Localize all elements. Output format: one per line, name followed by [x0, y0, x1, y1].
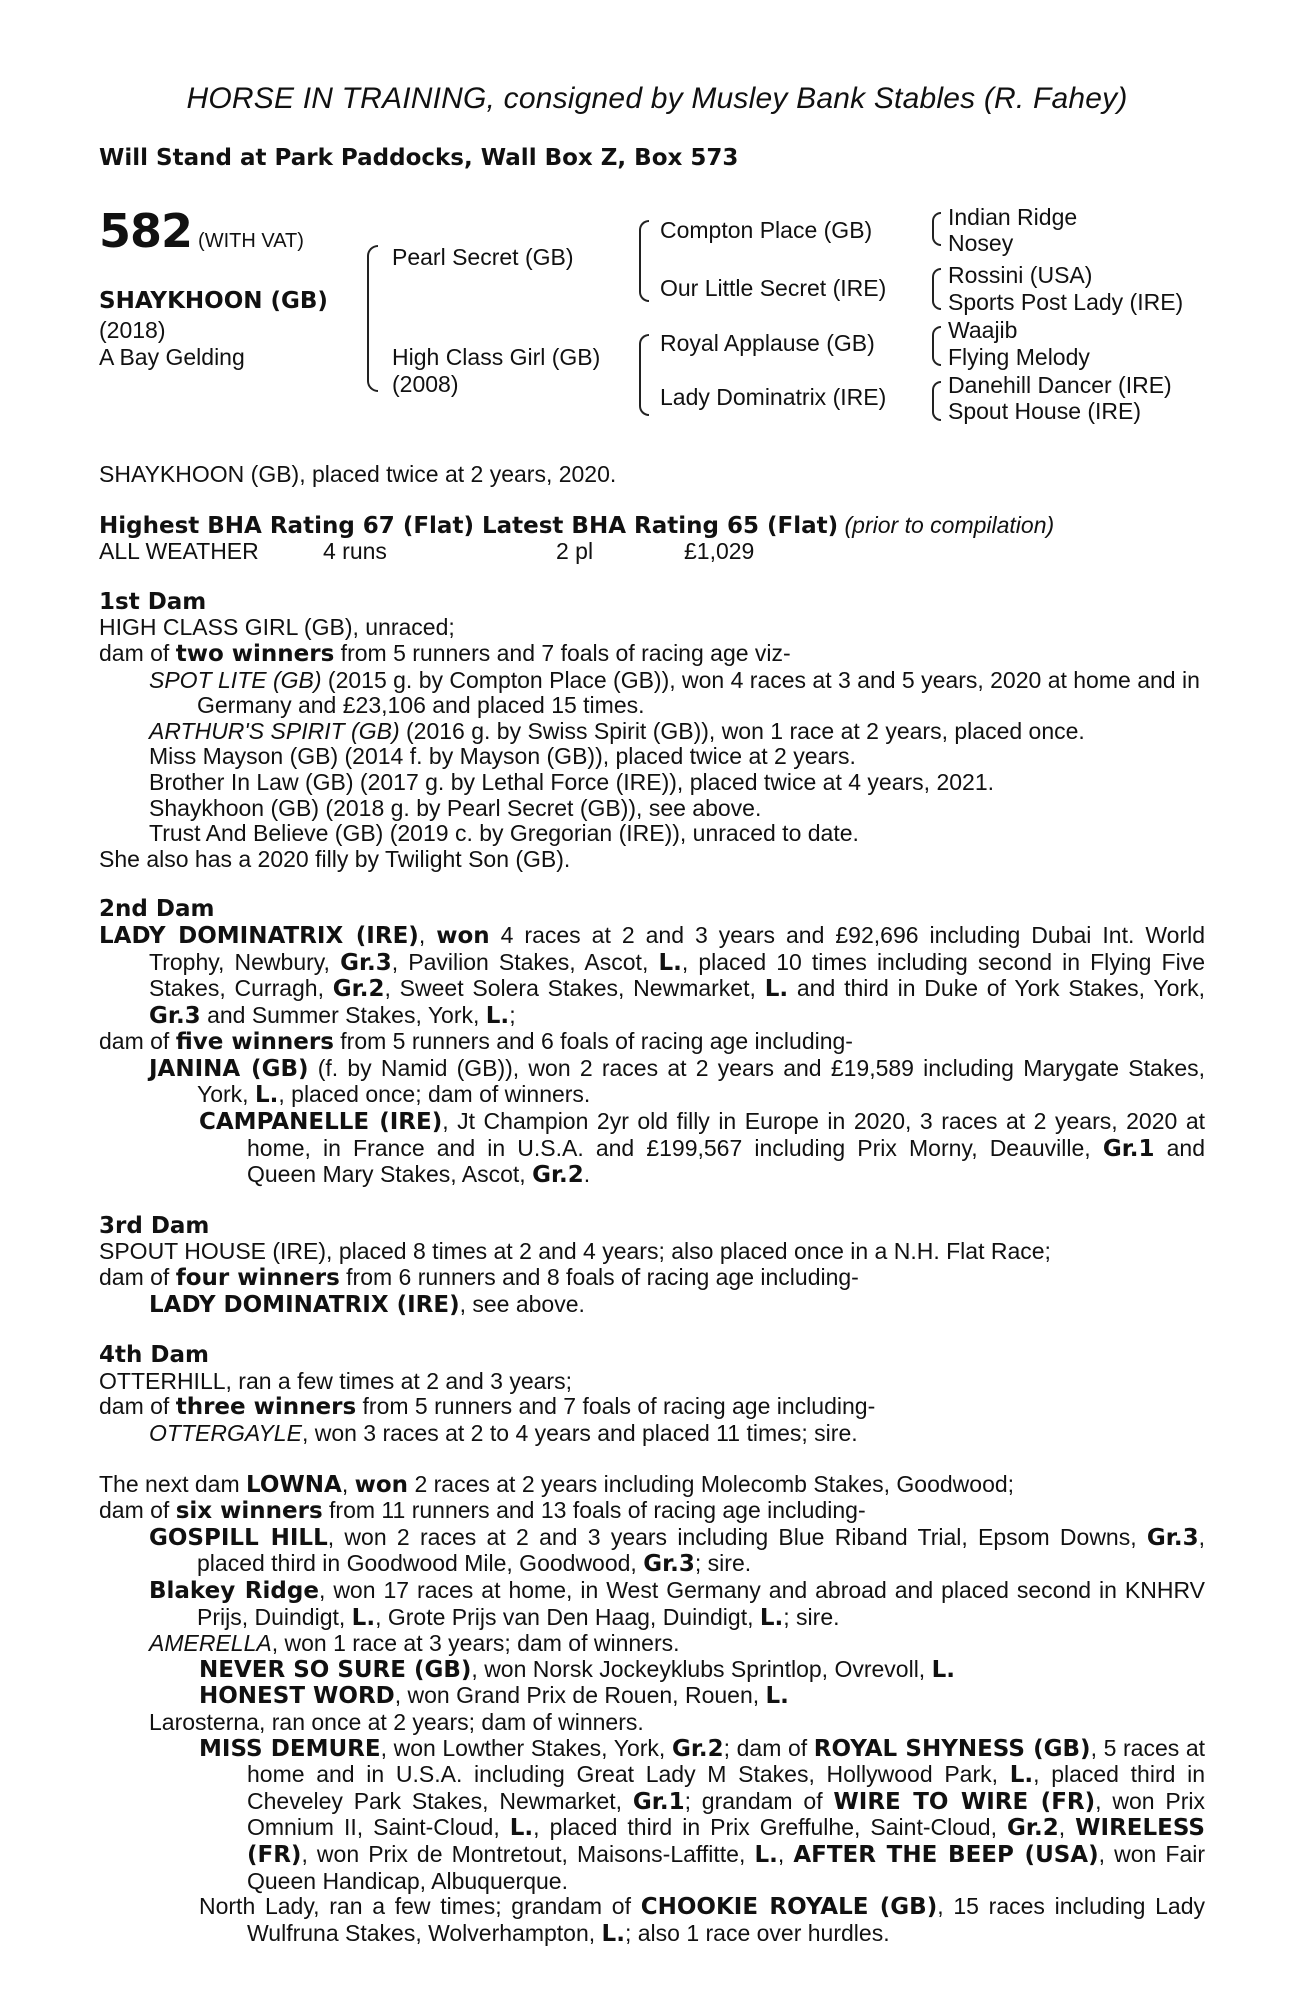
first-dam-produce-line: dam of two winners from 5 runners and 7 foals of racing age viz- [99, 639, 791, 667]
foaling-year: (2018) [99, 317, 166, 343]
offspring-honest-word: HONEST WORD, won Grand Prix de Rouen, Rouen, L. [199, 1682, 789, 1710]
third-dam-produce-line: dam of four winners from 6 runners and 8 foals of racing age including- [99, 1264, 859, 1292]
pedigree-brace-g2 [932, 268, 941, 310]
rating-note: (prior to compilation) [844, 511, 1055, 538]
race-summary: SHAYKHOON (GB), placed twice at 2 years, 2020. [99, 461, 617, 487]
pedigree-brace-dam [639, 334, 649, 416]
dam-year: (2008) [392, 371, 459, 397]
runs: 4 runs [323, 538, 387, 565]
next-dam-produce-line: dam of six winners from 11 runners and 13 foals of racing age including- [99, 1497, 866, 1525]
all-weather-record [99, 539, 1205, 565]
offspring-gospill-hill: GOSPILL HILL, won 2 races at 2 and 3 years including Blue Riband Trial, Epsom Downs, Gr.3, placed third in Goodwood Mile, Goodwood, Gr.3; sire. [149, 1523, 1205, 1578]
offspring-miss-mayson: Miss Mayson (GB) (2014 f. by Mayson (GB)), placed twice at 2 years. [149, 743, 856, 770]
ancestor-3: Rossini (USA) [948, 262, 1093, 288]
horse-description: A Bay Gelding [99, 344, 245, 370]
dam-sire: Royal Applause (GB) [660, 330, 875, 356]
first-dam-heading: 1st Dam [99, 588, 207, 615]
ancestor-5: Waajib [948, 317, 1018, 343]
placed: 2 pl [556, 538, 594, 565]
offspring-north-lady: North Lady, ran a few times; grandam of CHOOKIE ROYALE (GB), 15 races including Lady Wulfruna Stakes, Wolverhampton, L.; also 1 race over hurdles. [199, 1893, 1206, 1947]
sire-sire: Compton Place (GB) [660, 217, 873, 243]
ancestor-8: Spout House (IRE) [948, 398, 1142, 424]
catalogue-body [99, 462, 1205, 1947]
pedigree-brace-g4 [932, 381, 941, 421]
offspring-lady-dominatrix: LADY DOMINATRIX (IRE), see above. [149, 1290, 585, 1318]
third-dam-heading: 3rd Dam [99, 1212, 210, 1239]
first-dam-filly-note: She also has a 2020 filly by Twilight Son (GB). [99, 845, 571, 872]
consignor-heading: HORSE IN TRAINING, consigned by Musley Bank Stables (R. Fahey) [186, 82, 1128, 115]
offspring-never-so-sure: NEVER SO SURE (GB), won Norsk Jockeyklubs Sprintlop, Ovrevoll, L. [199, 1655, 955, 1683]
bha-rating: Highest BHA Rating 67 (Flat) Latest BHA Rating 65 (Flat) [99, 512, 839, 539]
offspring-miss-demure: MISS DEMURE, won Lowther Stakes, York, Gr.2; dam of ROYAL SHYNESS (GB), 5 races at home and in U.S.A. including Great Lady M Stakes, Hollywood Park, L., placed third in Cheveley Park Stakes, Newmarket, Gr.1; grandam of WIRE TO WIRE (FR), won Prix Omnium II, Saint-Cloud, L., placed third in Prix Greffulhe, Saint-Cloud, Gr.2, WIRELESS (FR), won Prix de Montretout, Maisons-Laffitte, L., AFTER THE BEEP (USA), won Fair Queen Handicap, Albuquerque. [199, 1734, 1206, 1894]
offspring-amerella: AMERELLA, won 1 race at 3 years; dam of winners. [149, 1630, 680, 1657]
earnings: £1,029 [684, 538, 755, 565]
offspring-arthurs-spirit: ARTHUR'S SPIRIT (GB) (2016 g. by Swiss Spirit (GB)), won 1 race at 2 years, placed once. [149, 717, 1085, 744]
sire-dam: Our Little Secret (IRE) [660, 275, 887, 301]
ancestor-4: Sports Post Lady (IRE) [948, 289, 1184, 315]
offspring-blakey-ridge: Blakey Ridge, won 17 races at home, in West Germany and abroad and placed second in KNHRV Prijs, Duindigt, L., Grote Prijs van Den Haag, Duindigt, L.; sire. [149, 1576, 1205, 1631]
pedigree-brace-main [367, 245, 378, 392]
offspring-brother-in-law: Brother In Law (GB) (2017 g. by Lethal Force (IRE)), placed twice at 4 years, 2021. [149, 768, 995, 795]
rating-line [99, 513, 1205, 540]
offspring-larosterna: Larosterna, ran once at 2 years; dam of winners. [149, 1708, 644, 1735]
offspring-trust-and-believe: Trust And Believe (GB) (2019 c. by Gregorian (IRE)), unraced to date. [149, 820, 859, 847]
second-dam-heading: 2nd Dam [99, 896, 215, 923]
lot-number-block [99, 204, 304, 258]
pedigree-brace-g3 [932, 326, 941, 366]
second-dam-record: LADY DOMINATRIX (IRE), won 4 races at 2 and 3 years and £92,696 including Dubai Int. World Trophy, Newbury, Gr.3, Pavilion Stakes, Ascot, L., placed 10 times including second in Flying Five Stakes, Curragh, Gr.2, Sweet Solera Stakes, Newmarket, L. and third in Duke of York Stakes, York, Gr.3 and Summer Stakes, York, L.; [99, 921, 1206, 1029]
offspring-janina: JANINA (GB) (f. by Namid (GB)), won 2 races at 2 years and £19,589 including Marygate Stakes, York, L., placed once; dam of winners. [149, 1054, 1206, 1109]
fourth-dam-heading: 4th Dam [99, 1342, 209, 1369]
offspring-shaykhoon: Shaykhoon (GB) (2018 g. by Pearl Secret (GB)), see above. [149, 794, 762, 821]
vat-note: (WITH VAT) [198, 230, 304, 252]
ancestor-2: Nosey [948, 230, 1014, 256]
fourth-dam-produce-line: dam of three winners from 5 runners and 7 foals of racing age including- [99, 1393, 876, 1421]
second-dam-produce-line: dam of five winners from 5 runners and 6 foals of racing age including- [99, 1028, 853, 1056]
pedigree-brace-sire [639, 220, 649, 302]
first-dam-line: HIGH CLASS GIRL (GB), unraced; [99, 614, 455, 641]
ancestor-6: Flying Melody [948, 344, 1090, 370]
dam: High Class Girl (GB) [392, 344, 601, 370]
dam-dam: Lady Dominatrix (IRE) [660, 384, 887, 410]
ancestor-1: Indian Ridge [948, 204, 1078, 230]
horse-name: SHAYKHOON (GB) [99, 288, 328, 314]
surface: ALL WEATHER [99, 538, 259, 565]
ancestor-7: Danehill Dancer (IRE) [948, 372, 1172, 398]
offspring-spot-lite: SPOT LITE (GB) (2015 g. by Compton Place (GB)), won 4 races at 3 and 5 years, 2020 at home and in Germany and £23,106 and placed 15 times. [149, 666, 1200, 719]
offspring-campanelle: CAMPANELLE (IRE), Jt Champion 2yr old filly in Europe in 2020, 3 races at 2 years, 2020 at home, in France and in U.S.A. and £199,567 including Prix Morny, Deauville, Gr.1 and Queen Mary Stakes, Ascot, Gr.2. [199, 1108, 1205, 1189]
lot-number: 582 [99, 204, 193, 258]
sire: Pearl Secret (GB) [392, 244, 574, 270]
stand-location: Will Stand at Park Paddocks, Wall Box Z, Box 573 [99, 145, 739, 171]
next-dam-line: The next dam LOWNA, won 2 races at 2 years including Molecomb Stakes, Goodwood; [99, 1470, 1015, 1498]
fourth-dam-line: OTTERHILL, ran a few times at 2 and 3 years; [99, 1367, 572, 1394]
offspring-ottergayle: OTTERGAYLE, won 3 races at 2 to 4 years and placed 11 times; sire. [149, 1420, 858, 1446]
pedigree-brace-g1 [932, 212, 941, 246]
third-dam-line: SPOUT HOUSE (IRE), placed 8 times at 2 and 4 years; also placed once in a N.H. Flat Race; [99, 1238, 1051, 1265]
